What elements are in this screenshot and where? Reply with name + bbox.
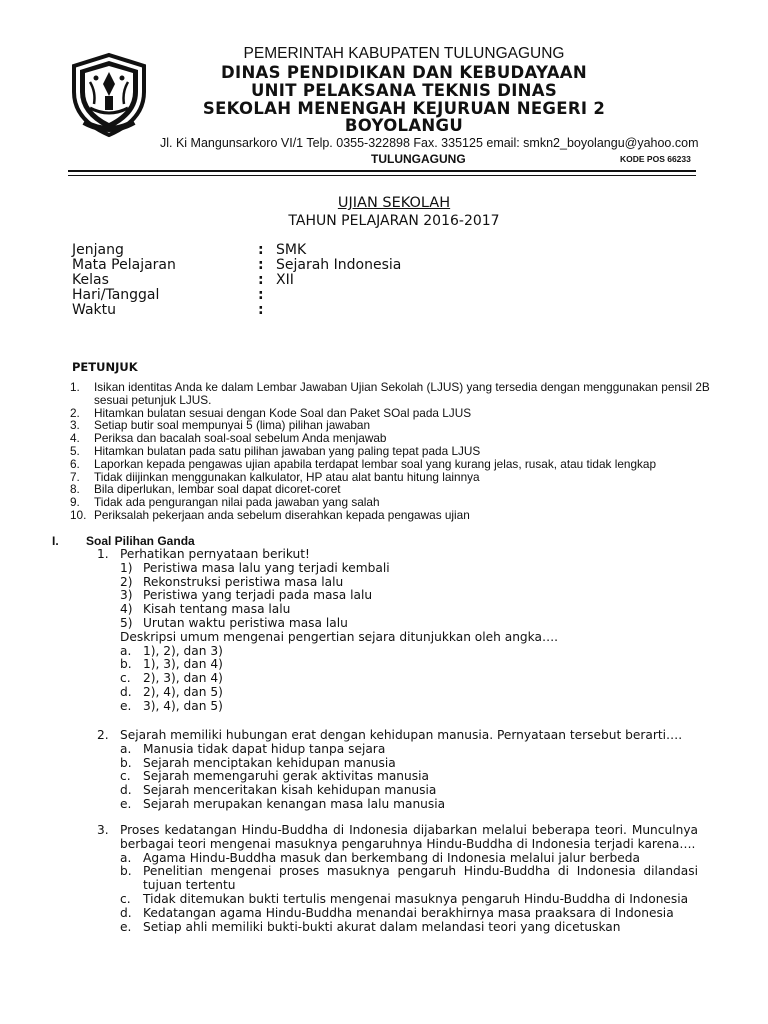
statement-number: 5) bbox=[120, 615, 133, 630]
option-letter: b. bbox=[120, 657, 132, 672]
option-letter: a. bbox=[120, 741, 132, 756]
answer-option bbox=[97, 784, 698, 798]
header-postal-code: KODE POS 66233 bbox=[620, 154, 691, 164]
item-text: Periksa dan bacalah soal-soal sebelum Anda menjawab bbox=[94, 431, 387, 446]
option-letter: d. bbox=[120, 783, 132, 798]
option-text: Sejarah menceritakan kisah kehidupan manusia bbox=[143, 783, 437, 798]
answer-option bbox=[97, 921, 698, 935]
question-text bbox=[97, 548, 698, 562]
option-text: Sejarah memengaruhi gerak aktivitas manusia bbox=[143, 769, 429, 784]
exam-title: UJIAN SEKOLAH bbox=[337, 195, 451, 211]
statement-text: Urutan waktu peristiwa masa lalu bbox=[143, 615, 348, 630]
item-text: Setiap butir soal mempunyai 5 (lima) pilihan jawaban bbox=[94, 418, 371, 433]
item-text: Isikan identitas Anda ke dalam Lembar Jawaban Ujian Sekolah (LJUS) yang tersedia dengan menggunakan pensil 2B sesuai petunjuk LJUS. bbox=[94, 380, 710, 407]
option-text: Penelitian mengenai proses masuknya pengaruh Hindu-Buddha di Indonesia dilandasi tujuan tertentu bbox=[143, 864, 698, 893]
statement-number: 3) bbox=[120, 588, 133, 603]
answer-option bbox=[97, 798, 698, 812]
item-number: 10. bbox=[70, 507, 87, 522]
answer-option bbox=[97, 686, 698, 700]
answer-option bbox=[97, 907, 698, 921]
info-label: Kelas bbox=[72, 272, 109, 288]
answer-option bbox=[97, 852, 698, 866]
header-city: TULUNGAGUNG bbox=[371, 152, 466, 166]
list-item bbox=[70, 509, 710, 522]
statement-item bbox=[97, 576, 698, 590]
option-text: 2), 4), dan 5) bbox=[143, 684, 223, 699]
option-letter: a. bbox=[120, 850, 132, 865]
option-text: 1), 2), dan 3) bbox=[143, 643, 223, 658]
question-2 bbox=[97, 729, 698, 812]
info-label: Hari/Tanggal bbox=[72, 287, 160, 303]
header-divider-thick bbox=[68, 170, 696, 172]
answer-option bbox=[97, 770, 698, 784]
question-number: 3. bbox=[97, 823, 109, 837]
item-text: Periksalah pekerjaan anda sebelum diserahkan kepada pengawas ujian bbox=[94, 507, 470, 522]
item-number: 3. bbox=[70, 418, 80, 433]
option-letter: d. bbox=[120, 684, 132, 699]
instructions-list bbox=[70, 381, 710, 522]
option-letter: c. bbox=[120, 769, 131, 784]
statement-text: Kisah tentang masa lalu bbox=[143, 602, 291, 617]
statement-text: Peristiwa masa lalu yang terjadi kembali bbox=[143, 560, 390, 575]
statement-text: Rekonstruksi peristiwa masa lalu bbox=[143, 574, 344, 589]
question-number: 1. bbox=[97, 547, 109, 561]
option-letter: d. bbox=[120, 905, 132, 920]
option-text: 1), 3), dan 4) bbox=[143, 657, 223, 672]
item-number: 6. bbox=[70, 456, 80, 471]
option-text: Manusia tidak dapat hidup tanpa sejara bbox=[143, 741, 386, 756]
answer-option bbox=[97, 743, 698, 757]
statement-number: 4) bbox=[120, 602, 133, 617]
header-school-location: BOYOLANGU bbox=[344, 116, 464, 135]
option-letter: a. bbox=[120, 643, 132, 658]
list-item bbox=[70, 381, 710, 407]
statement-number: 2) bbox=[120, 574, 133, 589]
item-number: 4. bbox=[70, 431, 80, 446]
header-department: DINAS PENDIDIKAN DAN KEBUDAYAAN bbox=[221, 63, 587, 82]
statement-text: Peristiwa yang terjadi pada masa lalu bbox=[143, 588, 373, 603]
answer-option bbox=[97, 700, 698, 714]
info-colon: : bbox=[258, 287, 264, 303]
section-heading bbox=[52, 534, 195, 548]
question-1 bbox=[97, 548, 698, 714]
letterhead bbox=[0, 0, 768, 180]
answer-option bbox=[97, 645, 698, 659]
statement-number: 1) bbox=[120, 560, 133, 575]
item-number: 9. bbox=[70, 495, 80, 510]
info-colon: : bbox=[258, 242, 264, 258]
option-text: 2), 3), dan 4) bbox=[143, 671, 223, 686]
option-text: Agama Hindu-Buddha masuk dan berkembang di Indonesia melalui jalur berbeda bbox=[143, 850, 640, 865]
item-number: 5. bbox=[70, 443, 80, 458]
section-number: I. bbox=[52, 534, 59, 548]
item-number: 1. bbox=[70, 380, 80, 394]
info-colon: : bbox=[258, 257, 264, 273]
header-government: PEMERINTAH KABUPATEN TULUNGAGUNG bbox=[243, 45, 565, 62]
info-value: SMK bbox=[276, 242, 307, 258]
exam-year: TAHUN PELAJARAN 2016-2017 bbox=[288, 213, 500, 229]
statement-item bbox=[97, 562, 698, 576]
info-label: Mata Pelajaran bbox=[72, 257, 176, 273]
option-letter: e. bbox=[120, 698, 132, 713]
option-text: Tidak ditemukan bukti tertulis mengenai masuknya pengaruh Hindu-Buddha di Indonesia bbox=[143, 891, 689, 906]
option-text: Kedatangan agama Hindu-Buddha menandai berakhirnya masa praaksara di Indonesia bbox=[143, 905, 674, 920]
item-text: Tidak ada pengurangan nilai pada jawaban yang salah bbox=[94, 495, 380, 510]
option-text: Setiap ahli memiliki bukti-bukti akurat dalam melandasi teori yang dicetuskan bbox=[143, 919, 621, 934]
question-text bbox=[97, 824, 698, 852]
answer-option bbox=[97, 865, 698, 893]
item-number: 7. bbox=[70, 469, 80, 484]
item-text: Hitamkan bulatan sesuai dengan Kode Soal dan Paket SOal pada LJUS bbox=[94, 405, 472, 420]
info-label: Jenjang bbox=[72, 242, 124, 258]
item-text: Laporkan kepada pengawas ujian apabila terdapat lembar soal yang kurang jelas, rusak, atau tidak lengkap bbox=[94, 456, 657, 471]
answer-option bbox=[97, 658, 698, 672]
option-letter: e. bbox=[120, 919, 132, 934]
item-text: Hitamkan bulatan pada satu pilihan jawaban yang paling tepat pada LJUS bbox=[94, 443, 481, 458]
statement-item bbox=[97, 603, 698, 617]
question-lead: Deskripsi umum mengenai pengertian sejara ditunjukkan oleh angka…. bbox=[120, 629, 559, 644]
instructions-heading: PETUNJUK bbox=[72, 360, 138, 374]
question-text bbox=[97, 729, 698, 743]
info-value: XII bbox=[276, 272, 294, 288]
info-colon: : bbox=[258, 272, 264, 288]
header-school: SEKOLAH MENENGAH KEJURUAN NEGERI 2 bbox=[202, 99, 606, 118]
option-letter: c. bbox=[120, 891, 131, 906]
option-letter: c. bbox=[120, 671, 131, 686]
option-letter: e. bbox=[120, 796, 132, 811]
question-stem: Proses kedatangan Hindu-Buddha di Indonesia dijabarkan melalui beberapa teori. Munculnya berbagai teori mengenai masuknya pengaruhnya Hindu-Buddha di Indonesia terjadi karena…. bbox=[120, 823, 698, 851]
statement-item bbox=[97, 617, 698, 631]
header-divider-thin bbox=[68, 175, 696, 176]
section-title: Soal Pilihan Ganda bbox=[86, 534, 195, 548]
question-3 bbox=[97, 824, 698, 934]
header-unit: UNIT PELAKSANA TEKNIS DINAS bbox=[250, 81, 558, 100]
statement-item bbox=[97, 589, 698, 603]
info-colon: : bbox=[258, 302, 264, 318]
option-letter: b. bbox=[120, 755, 132, 770]
item-number: 8. bbox=[70, 482, 80, 497]
question-stem: Sejarah memiliki hubungan erat dengan kehidupan manusia. Pernyataan tersebut berarti…. bbox=[120, 728, 683, 742]
header-address: Jl. Ki Mangunsarkoro VI/1 Telp. 0355-322898 Fax. 335125 email: smkn2_boyolangu@yahoo.com bbox=[160, 136, 699, 150]
item-number: 2. bbox=[70, 405, 80, 420]
item-text: Tidak diijinkan menggunakan kalkulator, HP atau alat bantu hitung lainnya bbox=[94, 469, 480, 484]
question-number: 2. bbox=[97, 728, 109, 742]
info-value: Sejarah Indonesia bbox=[276, 257, 402, 273]
info-label: Waktu bbox=[72, 302, 116, 318]
answer-option bbox=[97, 893, 698, 907]
option-text: Sejarah menciptakan kehidupan manusia bbox=[143, 755, 396, 770]
option-letter: b. bbox=[120, 864, 132, 879]
answer-option bbox=[97, 757, 698, 771]
answer-option bbox=[97, 672, 698, 686]
question-stem: Perhatikan pernyataan berikut! bbox=[120, 547, 310, 561]
item-text: Bila diperlukan, lembar soal dapat dicoret-coret bbox=[94, 482, 341, 497]
option-text: 3), 4), dan 5) bbox=[143, 698, 223, 713]
option-text: Sejarah merupakan kenangan masa lalu manusia bbox=[143, 796, 446, 811]
